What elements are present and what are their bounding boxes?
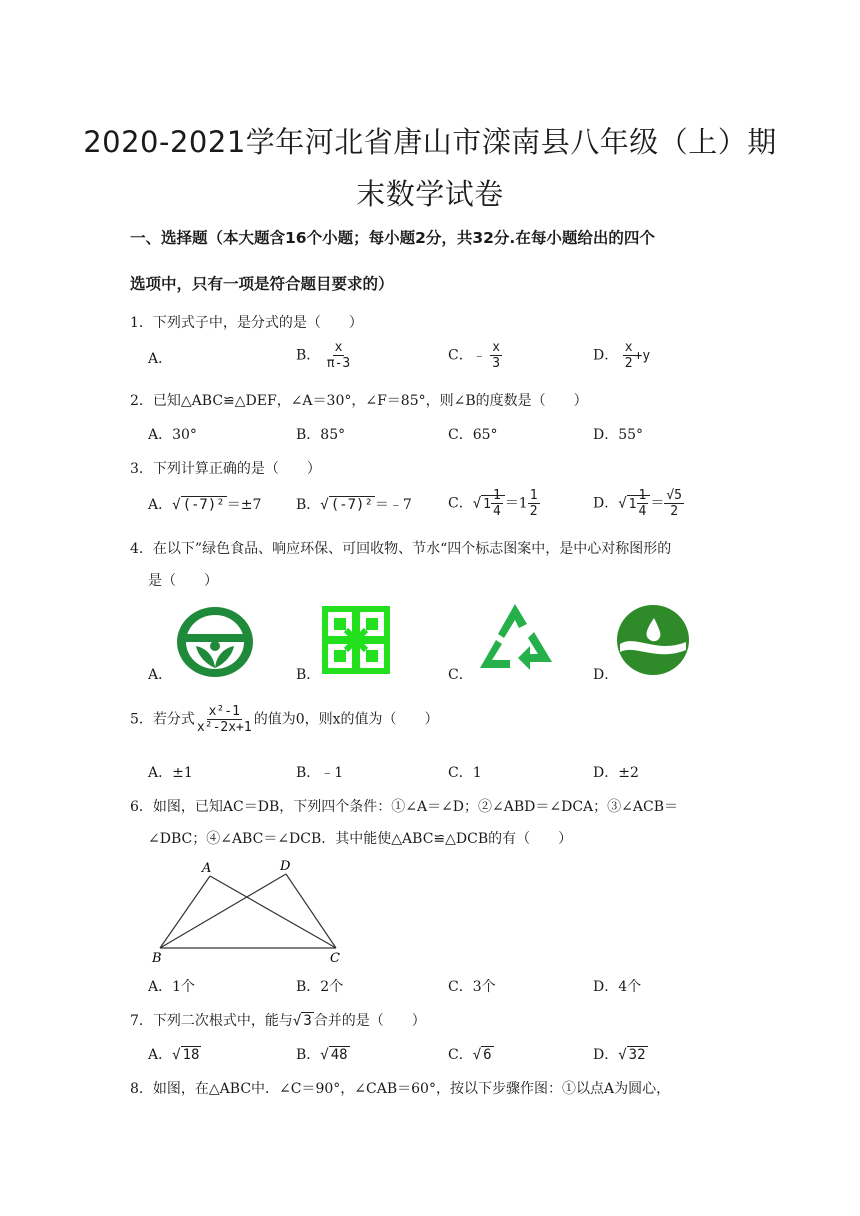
q8-stem: 8．如图，在△ABC中．∠C＝90°，∠CAB＝60°，按以下步骤作图：①以点A为圆心， [130,1081,671,1097]
q4-option-c: C． [448,667,473,683]
q2-stem: 2．已知△ABC≌△DEF，∠A＝30°，∠F＝85°，则∠B的度数是（ ） [130,393,588,409]
q3-option-b: B．√ (-7)² ＝﹣7 [296,497,412,513]
q2-option-b: B．85° [296,427,346,443]
q6-option-b: B．2个 [296,979,344,995]
q2-option-d: D．55° [593,427,644,443]
q5-option-d: D．±2 [593,765,639,781]
q4-option-d: D． [593,667,619,683]
q7-option-a: A．√ 18 [148,1047,200,1063]
q2-option-c: C．65° [448,427,498,443]
q6-option-c: C．3个 [448,979,496,995]
q1-stem: 1．下列式子中，是分式的是（ ） [130,315,363,331]
q1-option-a: A． [148,351,173,367]
q6-triangle-diagram [150,856,350,966]
section-heading-line2: 选项中，只有一项是符合题目要求的） [130,275,394,293]
q4-option-a: A． [148,667,173,683]
q6-stem-line2: ∠DBC；④∠ABC＝∠DCB．其中能使△ABC≌△DCB的有（ ） [148,831,573,847]
q7-option-b: B．√ 48 [296,1047,348,1063]
diagram-label-c: C [330,951,340,966]
eco-square-logo-icon [322,606,390,674]
q6-option-a: A．1个 [148,979,196,995]
diagram-label-d: D [280,859,291,874]
q1-option-b: B． $\frac{x}{\pi-3}$ [296,340,351,371]
exam-title-line1: 2020-2021学年河北省唐山市滦南县八年级（上）期 [83,125,777,159]
q4-option-b: B． [296,667,321,683]
q3-option-c: C．√ 1 $\frac{1}{4}$ ＝1 $\frac{1}{2}$ [448,488,538,519]
q7-stem: 7．下列二次根式中，能与√ 3 合并的是（ ） [130,1013,426,1029]
q5-option-b: B．﹣1 [296,765,344,781]
section-heading-line1: 一、选择题（本大题含16个小题；每小题2分，共32分.在每小题给出的四个 [130,229,655,247]
diagram-label-b: B [152,951,162,966]
q1-option-d: D． $\frac{x}{2}$ +y [593,340,651,371]
q5-option-a: A．±1 [148,765,193,781]
q1-option-c: C．﹣ $\frac{x}{3}$ [448,340,501,371]
q1-b-fraction: $\frac{x}{\pi-3}$ [326,340,351,371]
exam-title-line2: 末数学试卷 [356,177,504,211]
q7-option-d: D．√ 32 [593,1047,646,1063]
q6-stem-line1: 6．如图，已知AC＝DB，下列四个条件：①∠A＝∠D；②∠ABD＝∠DCA；③∠ACB＝ [130,799,679,815]
q3-stem: 3．下列计算正确的是（ ） [130,461,321,477]
q5-fraction: $\frac{\text{x²-1}}{\text{x²-2x+1}}$ [196,704,252,735]
water-saving-logo-icon [616,604,690,676]
q5-option-c: C．1 [448,765,482,781]
q5-stem: 5．若分式 $\frac{\text{x²-1}}{\text{x²-2x+1}}$ 的值为0，则x的值为（ ） [130,704,439,735]
q7-option-c: C．√ 6 [448,1047,492,1063]
green-food-logo-icon [176,606,254,678]
q3-option-a: A．√ (-7)² ＝±7 [148,497,262,513]
q4-stem-line1: 4．在以下”绿色食品、响应环保、可回收物、节水“四个标志图案中，是中心对称图形的 [130,541,672,557]
q6-option-d: D．4个 [593,979,642,995]
q3-option-d: D．√ 1 $\frac{1}{4}$ ＝ $\frac{√5}{2}$ [593,488,682,519]
q1-c-fraction: $\frac{x}{3}$ [492,340,501,371]
recycle-triangle-logo-icon [474,600,556,674]
q4-stem-line2: 是（ ） [148,573,218,589]
q2-option-a: A．30° [148,427,197,443]
q1-d-fraction: $\frac{x}{2}$ [624,340,633,371]
diagram-label-a: A [202,861,212,876]
